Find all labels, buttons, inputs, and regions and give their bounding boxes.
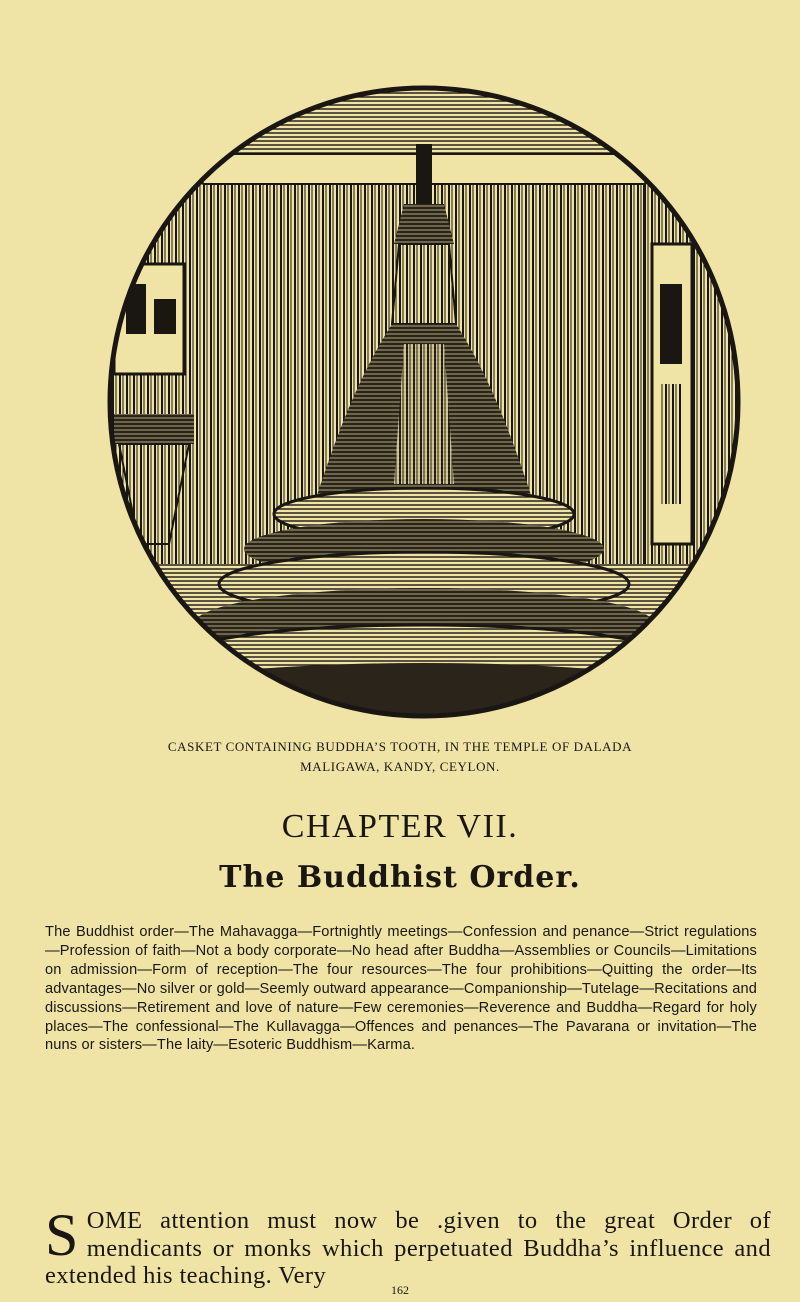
page-number: 162 bbox=[391, 1283, 409, 1297]
drop-cap: S bbox=[45, 1202, 79, 1268]
chapter-subtitle: The Buddhist Order. bbox=[219, 860, 581, 895]
caption-line-1: CASKET CONTAINING BUDDHA’S TOOTH, IN THE TEMPLE OF DALADA bbox=[167, 739, 633, 754]
caption-line-2: MALIGAWA, KANDY, CEYLON. bbox=[300, 759, 500, 774]
figure-caption bbox=[0, 737, 800, 777]
body-paragraph bbox=[45, 1202, 771, 1290]
chapter-heading: CHAPTER VII. bbox=[281, 808, 519, 845]
chapter-synopsis: The Buddhist order—The Mahavagga—Fortnightly meetings—Confession and penance—Strict regulations—Profession of faith—Not a body corporate—No head after Buddha—Assemblies or Councils—Limitations on admission—Form of reception—The four resources—The four prohibitions—Quitting the order—Its advantages—No silver or gold—Seemly outward appearance—Companionship—Tutelage—Recitations and discussions—Retirement and love of nature—Few ceremonies—Reverence and Buddha—Regard for holy places—The confessional—The Kullavagga—Offences and penances—The Pavarana or invitation—The nuns or sisters—The laity—Esoteric Buddhism—Karma. bbox=[45, 924, 757, 1054]
body-paragraph-text: OME attention must now be .given to the great Order of mendicants or monks which perpetuated Buddha’s influence and extended his teaching. Very bbox=[45, 1207, 771, 1289]
casket-illustration bbox=[104, 84, 744, 720]
